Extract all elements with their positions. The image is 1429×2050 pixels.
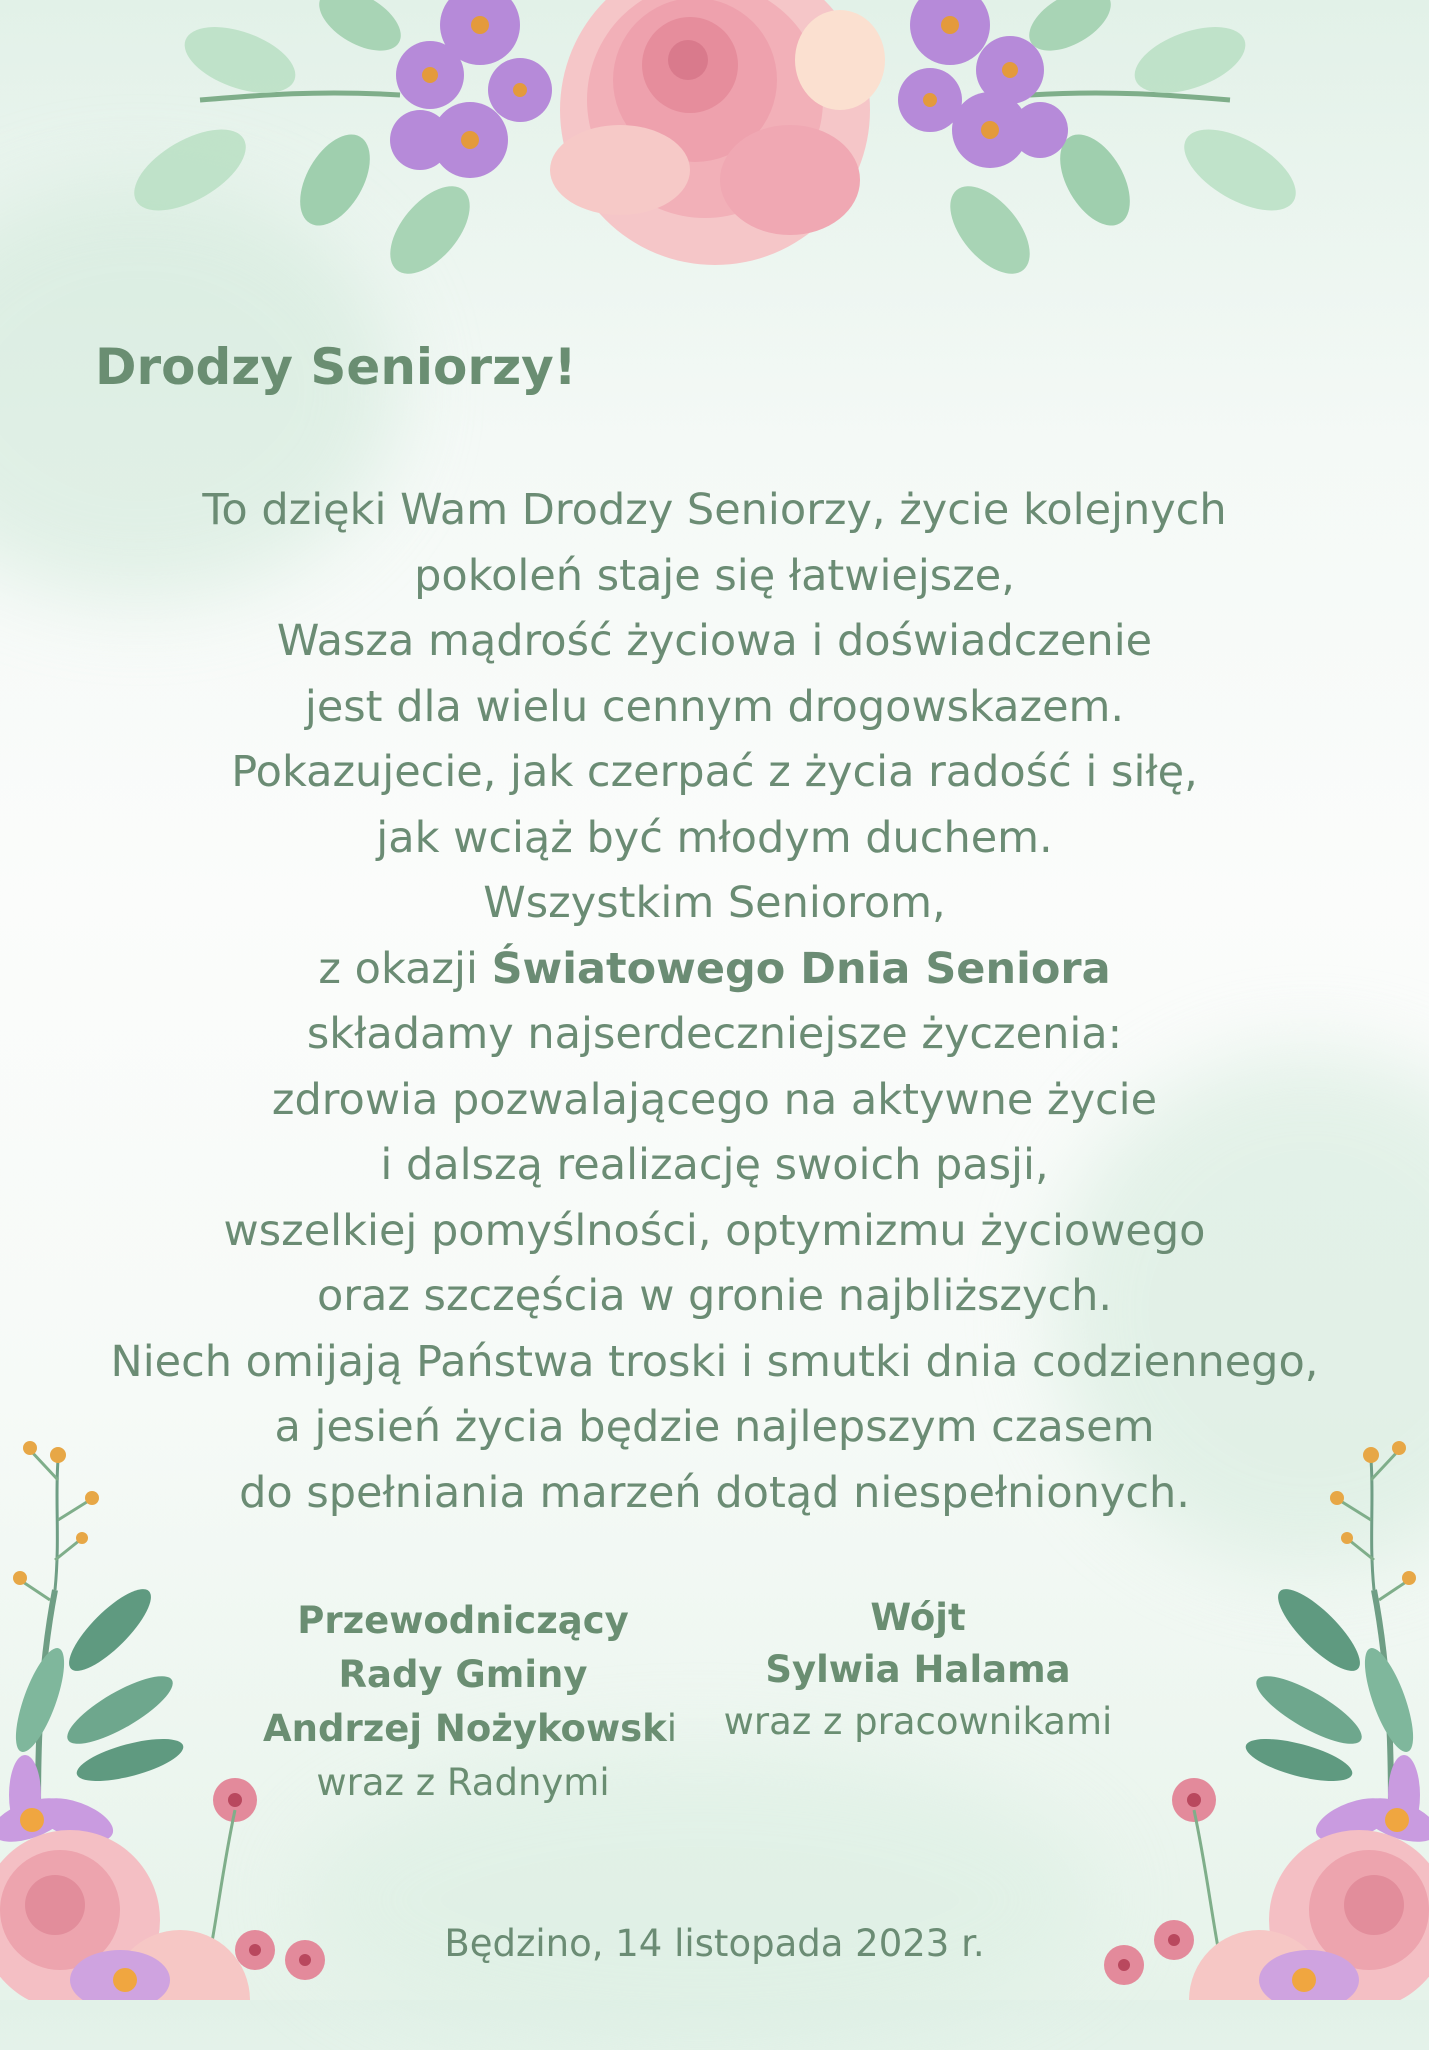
- signature-title: Wójt: [870, 1596, 966, 1639]
- message-line: jest dla wielu cennym drogowskazem.: [304, 681, 1125, 732]
- signature-council-chair: [263, 1594, 678, 1810]
- occasion-prefix: z okazji: [318, 943, 492, 994]
- signature-name: Andrzej Nożykowsk: [263, 1707, 667, 1750]
- message-line: zdrowia pozwalającego na aktywne życie: [271, 1074, 1158, 1125]
- occasion-line: [0, 937, 1429, 1003]
- signature-name: Sylwia Halama: [765, 1648, 1071, 1691]
- message-line: pokoleń staje się łatwiejsze,: [414, 550, 1015, 601]
- message-line: Pokazujecie, jak czerpać z życia radość i siłę,: [231, 747, 1198, 797]
- message-line: wszelkiej pomyślności, optymizmu życiowego: [223, 1205, 1206, 1256]
- message-line: a jesień życia będzie najlepszym czasem: [274, 1402, 1155, 1452]
- message-line: Niech omijają Państwa troski i smutki dnia codziennego,: [110, 1336, 1319, 1387]
- place-and-date: Będzino, 14 listopada 2023 r.: [444, 1922, 985, 1965]
- message-line: oraz szczęścia w gronie najbliższych.: [316, 1271, 1113, 1321]
- signature-note: wraz z Radnymi: [316, 1761, 610, 1804]
- signature-title: Przewodniczący: [297, 1599, 629, 1642]
- signature-mayor: [718, 1592, 1118, 1748]
- message-line: do spełniania marzeń dotąd niespełnionych.: [239, 1467, 1190, 1518]
- message-line: jak wciąż być młodym duchem.: [376, 812, 1053, 863]
- message-line: To dzięki Wam Drodzy Seniorzy, życie kolejnych: [202, 485, 1227, 535]
- occasion-name: Światowego Dnia Seniora: [491, 943, 1111, 994]
- signature-name-tail: i: [666, 1707, 678, 1750]
- signature-title: Rady Gminy: [338, 1653, 588, 1696]
- signature-note: wraz z pracownikami: [723, 1700, 1113, 1743]
- message-line: Wasza mądrość życiowa i doświadczenie: [276, 616, 1153, 666]
- message-line: składamy najserdeczniejsze życzenia:: [306, 1009, 1123, 1059]
- message-line: Wszystkim Seniorom,: [483, 878, 946, 928]
- signature-name-line: [263, 1702, 678, 1756]
- greeting-message: [0, 478, 1429, 1526]
- top-floral-decoration-icon: [0, 0, 1429, 300]
- message-line: i dalszą realizację swoich pasji,: [380, 1140, 1049, 1190]
- greeting-heading: Drodzy Seniorzy!: [95, 338, 577, 396]
